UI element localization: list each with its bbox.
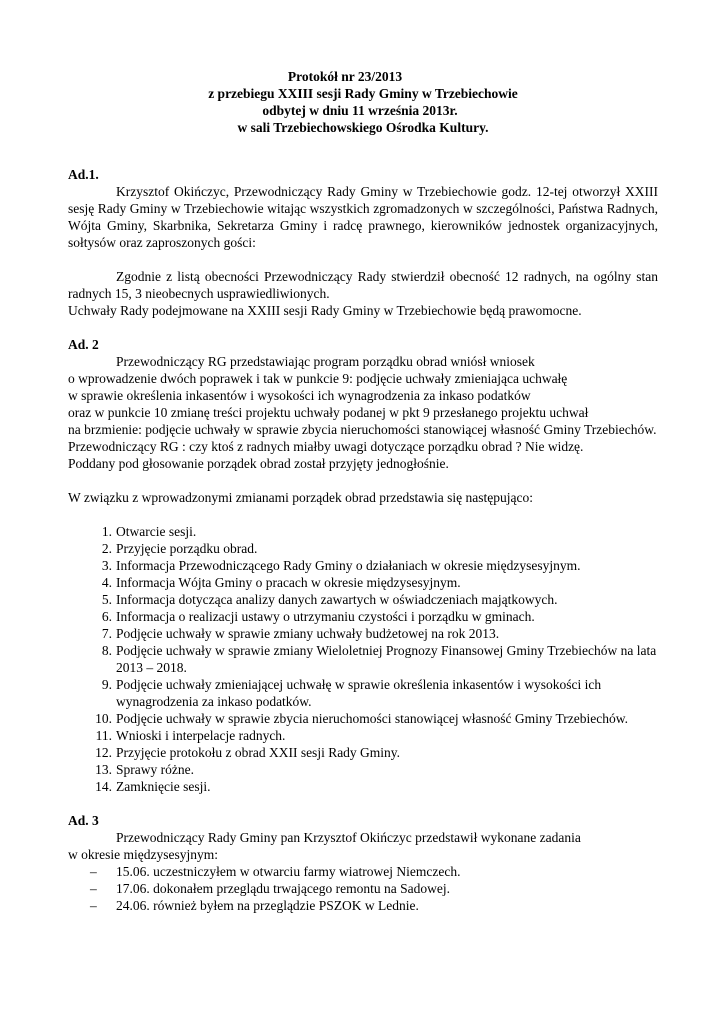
activity-item: – 24.06. również byłem na przeglądzie PSZOK w Lednie.: [90, 898, 419, 913]
protocol-title: Protokół nr 23/2013: [287, 69, 403, 84]
agenda-item: 4. Informacja Wójta Gminy o pracach w okresie międzysesyjnym.: [101, 575, 461, 590]
ad1-attendance-paragraph: Zgodnie z listą obecności Przewodniczący Rady stwierdził obecność 12 radnych, na ogólny stan radnych 15, 3 nieobecnych usprawiedliwionych.: [68, 269, 658, 301]
ad3-report-line: w okresie międzysesyjnym:: [68, 847, 218, 862]
agenda-item: 14. Zamknięcie sesji.: [95, 779, 211, 794]
agenda-item: 3. Informacja Przewodniczącego Rady Gminy o działaniach w okresie międzysesyjnym.: [101, 558, 581, 573]
agenda-item: 12. Przyjęcie protokołu z obrad XXII sesji Rady Gminy.: [95, 745, 401, 760]
ad1-validity-paragraph: Uchwały Rady podejmowane na XXIII sesji Rady Gminy w Trzebiechowie będą prawomocne.: [68, 303, 582, 318]
agenda-list: [68, 523, 658, 795]
agenda-item: 10. Podjęcie uchwały w sprawie zbycia nieruchomości stanowiącej własność Gminy Trzebiechów.: [95, 711, 628, 726]
section-ad1-title: Ad.1.: [68, 167, 99, 182]
agenda-item: 2. Przyjęcie porządku obrad.: [101, 541, 258, 556]
agenda-item: 7. Podjęcie uchwały w sprawie zmiany uchwały budżetowej na rok 2013.: [101, 626, 500, 641]
ad1-opening-paragraph: Krzysztof Okińczyc, Przewodniczący Rady Gminy w Trzebiechowie godz. 12-tej otworzył XXIII sesję Rady Gminy w Trzebiechowie witając wszystkich zgromadzonych w szczególności, Państwa Radnych, Wójta Gminy, Skarbnika, Sekretarza Gminy i radcę prawnego, kierowników jednostek organizacyjnych, sołtysów oraz zaproszonych gości:: [68, 184, 658, 250]
protocol-subtitle: z przebiegu XXIII sesji Rady Gminy w Trzebiechowie: [208, 86, 518, 101]
agenda-item: 1. Otwarcie sesji.: [101, 524, 197, 539]
section-ad1: [68, 166, 658, 319]
activities-list: [68, 863, 658, 914]
agenda-item: 11. Wnioski i interpelacje radnych.: [95, 728, 286, 743]
agenda-item: 5. Informacja dotycząca analizy danych zawartych w oświadczeniach majątkowych.: [101, 592, 558, 607]
ad2-amendment-line: na brzmienie: podjęcie uchwały w sprawie zbycia nieruchomości stanowiącej własność Gminy Trzebiechów.: [68, 422, 657, 437]
section-ad2-title: Ad. 2: [68, 337, 99, 352]
dash-bullet: –: [90, 881, 97, 896]
protocol-location: w sali Trzebiechowskiego Ośrodka Kultury.: [237, 120, 489, 135]
section-ad3: [68, 812, 658, 914]
agenda-intro: W związku z wprowadzonymi zmianami porządek obrad przedstawia się następująco:: [68, 490, 533, 505]
ad2-motion-line: Przewodniczący RG przedstawiając program porządku obrad wniósł wniosek: [116, 354, 535, 369]
dash-bullet: –: [90, 898, 97, 913]
protocol-header: [68, 68, 658, 136]
activity-item: – 15.06. uczestniczyłem w otwarciu farmy wiatrowej Niemczech.: [90, 864, 461, 879]
ad2-amendment-line: oraz w punkcie 10 zmianę treści projektu uchwały podanej w pkt 9 przesłanego projektu uchwał: [68, 405, 589, 420]
ad2-amendment-line: w sprawie określenia inkasentów i wysokości ich wynagrodzenia za inkaso podatków: [68, 388, 531, 403]
section-ad2: [68, 336, 658, 795]
dash-bullet: –: [90, 864, 97, 879]
agenda-item: 6. Informacja o realizacji ustawy o utrzymaniu czystości i porządku w gminach.: [101, 609, 535, 624]
ad2-vote-line: Poddany pod głosowanie porządek obrad został przyjęty jednogłośnie.: [68, 456, 449, 471]
agenda-item: 9. Podjęcie uchwały zmieniającej uchwałę w sprawie określenia inkasentów i wysokości ich wynagrodzenia za inkaso podatków.: [101, 677, 602, 709]
section-ad3-title: Ad. 3: [68, 813, 99, 828]
agenda-item: 13. Sprawy różne.: [95, 762, 194, 777]
agenda-item: 8. Podjęcie uchwały w sprawie zmiany Wieloletniej Prognozy Finansowej Gminy Trzebiechów na lata 2013 – 2018.: [101, 643, 657, 675]
ad3-report-line: Przewodniczący Rady Gminy pan Krzysztof Okińczyc przedstawił wykonane zadania: [116, 830, 581, 845]
protocol-date: odbytej w dniu 11 września 2013r.: [262, 103, 458, 118]
activity-item: – 17.06. dokonałem przeglądu trwającego remontu na Sadowej.: [90, 881, 451, 896]
ad2-question-line: Przewodniczący RG : czy ktoś z radnych miałby uwagi dotyczące porządku obrad ? Nie widzę.: [68, 439, 584, 454]
ad2-amendment-line: o wprowadzenie dwóch poprawek i tak w punkcie 9: podjęcie uchwały zmieniająca uchwałę: [68, 371, 568, 386]
